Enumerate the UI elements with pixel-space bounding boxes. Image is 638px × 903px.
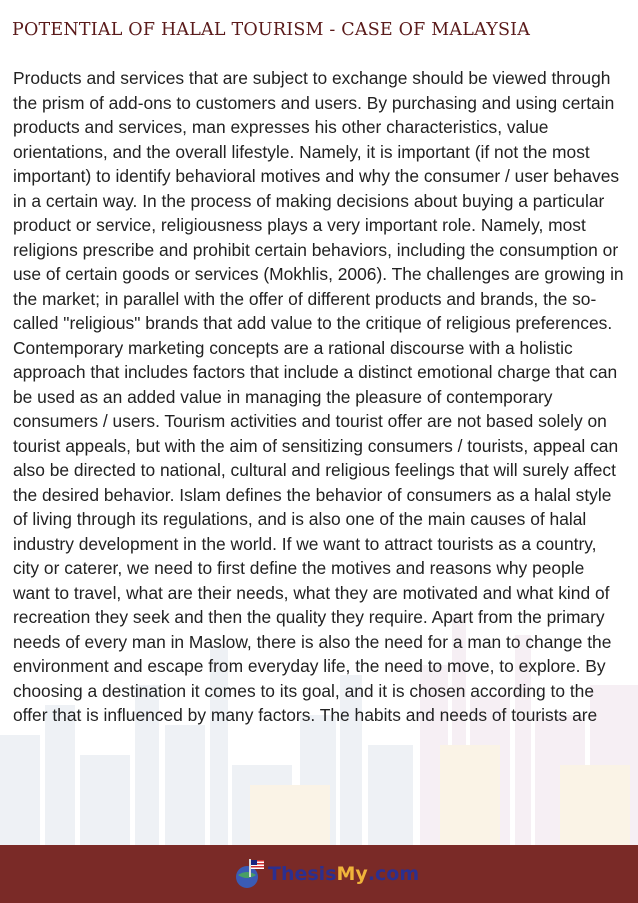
site-logo[interactable] xyxy=(232,853,419,895)
document-title: POTENTIAL OF HALAL TOURISM - CASE OF MALAYSIA xyxy=(12,20,531,40)
logo-text-my: My xyxy=(336,863,368,885)
logo-text-com: .com xyxy=(367,863,420,885)
footer-bar xyxy=(0,845,638,903)
body-paragraph: Products and services that are subject to exchange should be viewed through the prism of add-ons to customers and users. By purchasing and using certain products and services, man expresses his other characteristics, value orientations, and the overall lifestyle. Namely, it is important (if not the most important) to identify behavioral motives and why the consumer / user behaves in a certain way. In the process of making decisions about buying a particular product or service, religiousness plays a very important role. Namely, most religions prescribe and prohibit certain behaviors, including the consumption or use of certain goods or services (Mokhlis, 2006). The challenges are growing in the market; in parallel with the offer of different products and brands, the so-called "religious" brands that add value to the critique of religious preferences. Contemporary marketing concepts are a rational discourse with a holistic approach that includes factors that include a distinct emotional charge that can be used as an added value in managing the pleasure of contemporary consumers / users. Tourism activities and tourist offer are not based solely on tourist appeals, but with the aim of sensitizing consumers / tourists, appeal can also be directed to national, cultural and religious feelings that will surely affect the desired behavior. Islam defines the behavior of consumers as a halal style of living through its regulations, and is also one of the main causes of halal industry development in the world. If we want to attract tourists as a country, city or caterer, we need to first define the motives and reasons why people want to travel, what are their needs, what they are motivated and what kind of recreation they seek and then the quality they require. Apart from the primary needs of every man in Maslow, there is also the need for a man to change the environment and escape from everyday life, the need to move, to explore. By choosing a destination it comes to its goal, and it is chosen according to the offer that is influenced by many factors. The habits and needs of tourists are xyxy=(13,68,624,725)
globe-flag-icon xyxy=(232,857,266,891)
logo-text-thesis: Thesis xyxy=(268,863,337,885)
